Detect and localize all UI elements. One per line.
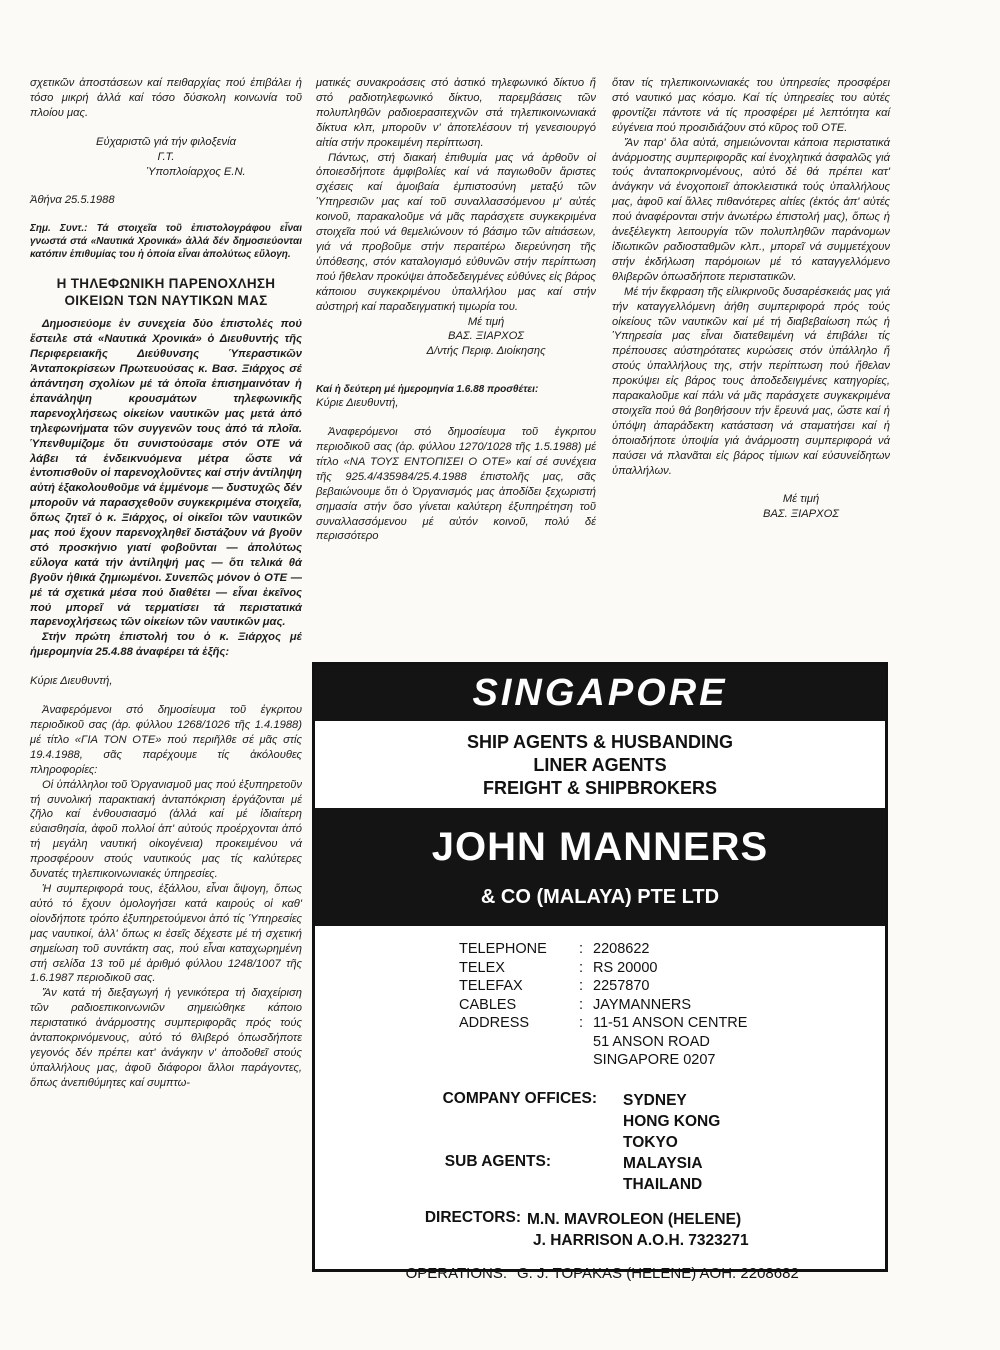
operations-value: G. J. TOPAKAS (HELENE) AOH. 2208682 [517,1264,799,1282]
contact-sep: : [579,1015,584,1031]
editor-note: Σημ. Συντ.: Τά στοιχεῖα τοῦ ἐπιστολογράφου εἶναι γνωστά στά «Ναυτικά Χρονικά» ἀλλά δέν δημοσιεύονται κατόπιν ἐπιθυμίας του ἡ ὁποία εἶναι ἀπολύτως εὔλογη. [30,223,302,261]
closing: Μέ τιμή [467,315,505,328]
contact-sep: : [579,996,584,1013]
contact-value: 2257870 [593,978,650,994]
intro-text: σχετικῶν ἀποστάσεων καί πειθαρχίας πού ἐπιβάλει ἡ τόσο μικρή ἀλλά καί τόσο δύσκολη κοινωνία τοῦ πλοίου μας. [30,77,302,119]
operations [315,1265,885,1282]
paragraph: Ἀναφερόμενοι στό δημοσίευμα τοῦ ἐγκριτου περιοδικοῦ σας (ἀρ. φύλλου 1270/1028 τῆς 1.5.1988) μέ τίτλο «ΝΑ ΤΟΥΣ ΕΝΤΟΠΙΣΕΙ Ο ΟΤΕ» καί σέ συνέχεια τῆς 925.4/435984/25.4.1988 ἐπιστολῆς μας, σᾶς βεβαιώνουμε ὅτι ὁ Ὀργανισμός μας ἀποδίδει ξεχωριστή σημασία στήν ὅσο γίνεται καλύτερη ἐξυπηρέτηση τοῦ συναλλασσόμενου μέ αὐτόν κοινοῦ, πολύ δέ περισσότερο [316,426,596,543]
ad-company-band [315,808,885,926]
contact-row [315,959,885,978]
ad-service: SHIP AGENTS & HUSBANDING [466,732,734,752]
contact-row [315,1051,885,1070]
contact-value: SINGAPORE 0207 [593,1052,716,1068]
first-letter-intro: Στήν πρώτη ἐπιστολή του ὁ κ. Ξιάρχος μέ ἡμερομηνία 25.4.88 ἀναφέρει τά ἑξῆς: [30,631,302,659]
salutation: Κύριε Διευθυντή, [30,675,113,688]
paragraph: ματικές συνακροάσεις στό ἀστικό τηλεφωνικό δίκτυο ἤ στό ραδιοτηλεφωνικό δίκτυο, παρεμβάσεις τῶν πολυπληθῶν ραδιοερασιτεχνῶν στά τηλεπικοινωνιακά δίκτυα κλπ, μποροῦν ν' ἀποτελέσουν τή γενεσιουργό αἰτία στήν προκειμένη περίπτωση. [316,77,596,149]
contact-row [315,996,885,1015]
ad-company-name: JOHN MANNERS [431,825,769,869]
thanks-line: Εὐχαριστῶ γιά τήν φιλοξενία [96,135,236,148]
contact-sep: : [579,978,584,994]
second-letter-intro: Καί ἡ δεύτερη μέ ἡμερομηνία 1.6.88 προσθέτει: [316,384,539,396]
contact-label: TELEX [459,959,505,976]
contact-row [315,977,885,996]
contact-value: 51 ANSON ROAD [593,1033,710,1050]
directors [315,1209,885,1251]
article-column-1 [30,76,302,1091]
sub-agents [315,1153,885,1195]
ad-service: LINER AGENTS [533,755,667,775]
salutation: Κύριε Διευθυντή, [316,397,399,410]
contact-label: ADDRESS [459,1015,530,1031]
contact-value: 11-51 ANSON CENTRE [593,1015,748,1031]
article-column-2 [316,76,596,544]
contact-label: CABLES [459,996,517,1013]
contact-value: JAYMANNERS [593,996,692,1013]
contact-value: RS 20000 [593,959,658,976]
contact-label: TELEFAX [459,978,523,994]
closing: Μέ τιμή [782,493,820,506]
ad-contacts [315,926,885,1282]
contact-sep: : [579,941,584,957]
sub-agents-label: SUB AGENTS: [444,1152,551,1170]
contact-sep: : [579,959,584,976]
advertisement [312,662,888,1282]
contact-row [315,940,885,959]
director: M.N. MAVROLEON (HELENE) [527,1210,742,1228]
ad-service: FREIGHT & SHIPBROKERS [482,778,718,798]
letter-date: Ἀθήνα 25.5.1988 [30,194,115,207]
author-signature: Ὑποπλοίαρχος Ε.Ν. [146,165,246,178]
signature-name: ΒΑΣ. ΞΙΑΡΧΟΣ [447,330,524,343]
sub-agent: THAILAND [623,1175,703,1193]
signature-title: Δ/ντής Περιφ. Διοίκησης [426,345,546,358]
operations-label: OPERATIONS: [405,1264,507,1282]
lead-text: Δημοσιεύομε ἐν συνεχεία δύο ἐπιστολές πού ἔστειλε στά «Ναυτικά Χρονικά» ὁ Διευθυντής τῆς Περιφερειακῆς Διεύθυνσης Ὑπεραστικῶν Ἀνταποκρίσεων Πρωτευούσας κ. Βασ. Ξιάρχος σέ ἀπάντηση σχολίων μέ τά ὁποῖα ἐπισημαινόταν ἡ ἐπανάληψη κρουσμάτων τηλεφωνικῆς παρενοχλήσεως οἰκείων ναυτικῶν μας μετά ἀπό τηλεφωνήματα τῶν συγγενῶν τους ἀπό τά πλοῖα. Ὑπενθυμίζομε ὅτι συνιστούσαμε στόν ΟΤΕ νά λάβει τά ἐνδεικνυόμενα μέτρα ὥστε νά ἐντοπισθοῦν οἱ παρενοχλοῦντες καί στήν ἀντίληψη αὐτή ἐξακολουθοῦμε νά ἐμμένομε — δυστυχῶς δέν μποροῦν νά παρασχεθοῦν συγκεκριμένα στοιχεῖα, ὅπως ζητεῖ ὁ κ. Ξιάρχος, οἱ οἰκεῖοι τῶν ναυτικῶν μας πού ἔχουν παρενοχληθεῖ διστάζουν νά βγοῦν στό προσκήνιο γιατί φοβοῦνται — ἀπολύτως εὔλογα κατά τήν ἀντίληψή μας — ὅτι τελικά θά βγοῦν ἠθικά ζημιωμένοι. Συνεπῶς μόνον ὁ ΟΤΕ — μέ τά σχετικά μέσα πού διαθέτει — εἶναι ἐκεῖνος πού μπορεῖ νά τερματίσει τά περιστατικά παρενοχλήσεως τῶν οἰκείων τῶν ναυτικῶν μας. [30,318,302,629]
paragraph: Ἡ συμπεριφορά τους, ἐξάλλου, εἶναι ἄψογη, ὅπως αὐτό τό ἔχουν ὁμολογήσει κατά καιρούς οἱ καθ' οἱονδήποτε τρόπο ἐξυπηρετούμενοι ἀπό τίς Ὑπηρεσίες μας ναυτικοί, ἀλλ' ὅπως κι ἐσεῖς δέχεστε μέ τή σχετική σημείωση τοῦ συντάκτη σας, πού εἶναι καταχωρημένη στή σελίδα 13 τοῦ μέ ἀριθμό φύλλου 1248/1007 τῆς 1.6.1987 περιοδικοῦ σας. [30,882,302,985]
director: J. HARRISON A.O.H. 7323271 [533,1231,749,1249]
article-headline: Η ΤΗΛΕΦΩΝΙΚΗ ΠΑΡΕΝΟΧΛΗΣΗ ΟΙΚΕΙΩΝ ΤΩΝ ΝΑΥΤΙΚΩΝ ΜΑΣ [56,276,276,309]
office: SYDNEY [623,1091,687,1109]
paragraph: Ἄν κατά τή διεξαγωγή ἡ γενικότερα τή διαχείριση τῶν ραδιοεπικοινωνιῶν σημειώθηκε κάποιο περιστατικό ἀνάρμοστης συμπεριφορᾶς πρός τούς ἀνταποκρινόμενους, αὐτό τό θλιβερό ὁπωσδήποτε γεγονός δέν πρέπει κατ' ἀνάγκην ν' ἀποδοθεῖ στούς ὑπαλλήλους μας, ἀφοῦ διάφοροι ἄλλοι παράγοντες, ὅπως ἀνεπιθύμητες καί συμπτω- [30,987,302,1089]
contact-row [315,1014,885,1033]
initials: Γ.Τ. [157,150,175,163]
paragraph: Ἀναφερόμενοι στό δημοσίευμα τοῦ ἐγκριτου περιοδικοῦ σας (ἀρ. φύλλου 1268/1026 τῆς 1.4.1988) μέ τίτλο «ΓΙΑ ΤΟΝ ΟΤΕ» πού περιῆλθε σέ μᾶς στίς 19.4.1988, σᾶς παρέχουμε τίς ἀκόλουθες πληροφορίες: [30,704,302,776]
sub-agent: MALAYSIA [623,1154,703,1172]
paragraph: Μέ τήν ἔκφραση τῆς εἰλικρινοῦς δυσαρέσκειάς μας γιά τήν καταγγελλόμενη ἀήθη συμπεριφορά πρός τούς οἰκείους τῶν ναυτικῶν καί μέ τή διαβεβαίωση πώς ἡ Ὑπηρεσία μας εἶναι διατεθειμένη νά ἐπιβάλει τίς πρέπουσες αὐστηρότατες κυρώσεις στόν ὑπάλληλο ἤ στούς ὑπαλλήλους της, στήν περίπτωση πού ἤθελαν προκύψει εἰς βάρος τους ἀποδεδειγμένες κατηγορίες, παρακαλοῦμε καί πάλι νά μᾶς παράσχετε συγκεκριμένα στοιχεῖα πού θά βοηθήσουν τήν ἔρευνά μας, ὥστε καί ἡ ὑπόψη ἀπαράδεκτη κατάσταση νά σταματήσει καί ἡ ὁποιαδήποτε ὑποψία γιά ἀνάρμοστη συμπεριφορά νά παύσει νά πλανᾶται εἰς βάρος τίμιων καί εὐσυνείδητων ὑπαλλήλων. [612,285,890,477]
company-offices-label: COMPANY OFFICES: [442,1089,597,1107]
company-offices [315,1090,885,1153]
contact-label [459,1033,579,1052]
ad-city-title: SINGAPORE [315,665,885,721]
contact-row [315,1033,885,1052]
ad-services [315,721,885,808]
contact-label: TELEPHONE [459,941,547,957]
paragraph: Οἱ ὑπάλληλοι τοῦ Ὀργανισμοῦ μας πού ἐξυπηρετοῦν τή συνολική παρακτιακή ἀνταπόκριση ἐργάζονται μέ ζῆλο καί ἐνθουσιασμό (ἀλλά καί μέ ἰδιαίτερη εὐαισθησία, ἀφοῦ πολλοί ἀπ' αὐτούς προέρχονται ἀπό τή μεγάλη ναυτική οἰκογένεια) προκειμένου νά προσφέρουν στούς ναυτικούς μας τίς καλύτερες δυνατές τηλεπικοινωνιακές ὑπηρεσίες. [30,778,302,881]
ad-company-sub: & CO (MALAYA) PTE LTD [480,886,720,908]
office: HONG KONG [623,1112,721,1130]
contact-label [459,1051,579,1070]
office: TOKYO [623,1133,678,1151]
signature-name: ΒΑΣ. ΞΙΑΡΧΟΣ [762,508,839,521]
paragraph: ὅταν τίς τηλεπικοινωνιακές του ὑπηρεσίες προσφέρει στό ναυτικό μας κόσμο. Καί τίς ὑπηρεσίες του αὐτές φροντίζει πάντοτε νά τίς προσφέρει μέ λεπτότητα καί εὐγένεια πού προσιδιάζουν στό κῦρος τοῦ ΟΤΕ. [612,77,890,134]
paragraph: Ἄν παρ' ὅλα αὐτά, σημειώνονται κάποια περιστατικά ἀνάρμοστης συμπεριφορᾶς καί ἐνοχλητικά ἀσφαλῶς γιά τούς ἀνταποκρινομένους, αὐτό δέ θά πρέπει κατ' ἀνάγκην νά ἐνοχοποιεῖ ἀποκλειστικά τούς ὑπαλλήλους μας, ἀφοῦ καί ἄλλες πιθανότερες αἰτίες (ἐκτός ἀπ' αὐτές πού ἀναφέρονται στήν ἀνωτέρω ἐπιστολή μας), ὅπως ἡ ἀνεξέλεγκτη λειτουργία τῶν πολυπληθῶν παράνομων ἰδιωτικῶν ραδιοσταθμῶν κλπ., μπορεῖ νά συμμετέχουν στήν ἐκδήλωση παρόμοιων μέ τό καταγγελλόμενο θλιβερῶν ὁπωσδήποτε περιστατικῶν. [612,136,890,283]
directors-label: DIRECTORS: [424,1208,521,1226]
contact-value: 2208622 [593,941,650,957]
article-column-3 [612,76,890,522]
paragraph: Πάντως, στή διακαή ἐπιθυμία μας νά ἀρθοῦν οἱ ὁποιεσδήποτε ἀμφιβολίες καί νά παγιωθοῦν ἄριστες σχέσεις καί ἀμοιβαία ἐμπιστοσύνη μεταξύ τῶν Ὑπηρεσιῶν μας καί τοῦ συναλλασσόμενου μ' αὐτές κοινοῦ, παρακαλοῦμε νά μᾶς παράσχετε συγκεκριμένα στοιχεῖα πού νά θεμελιώνουν τό βάσιμο τῶν αἰτιάσεων, γιά νά προβοῦμε στήν περαιτέρω διερεύνηση τῆς ὑπόθεσης, στόν καταλογισμό εὐθυνῶν στήν περίπτωση πού ἤθελαν προκύψει ἀποδεδειγμένες εὐθύνες εἰς βάρος κάποιου συγκεκριμένου ὑπαλλήλου μας καί στήν αὐστηρή καί παραδειγματική τιμωρία του. [316,151,596,313]
